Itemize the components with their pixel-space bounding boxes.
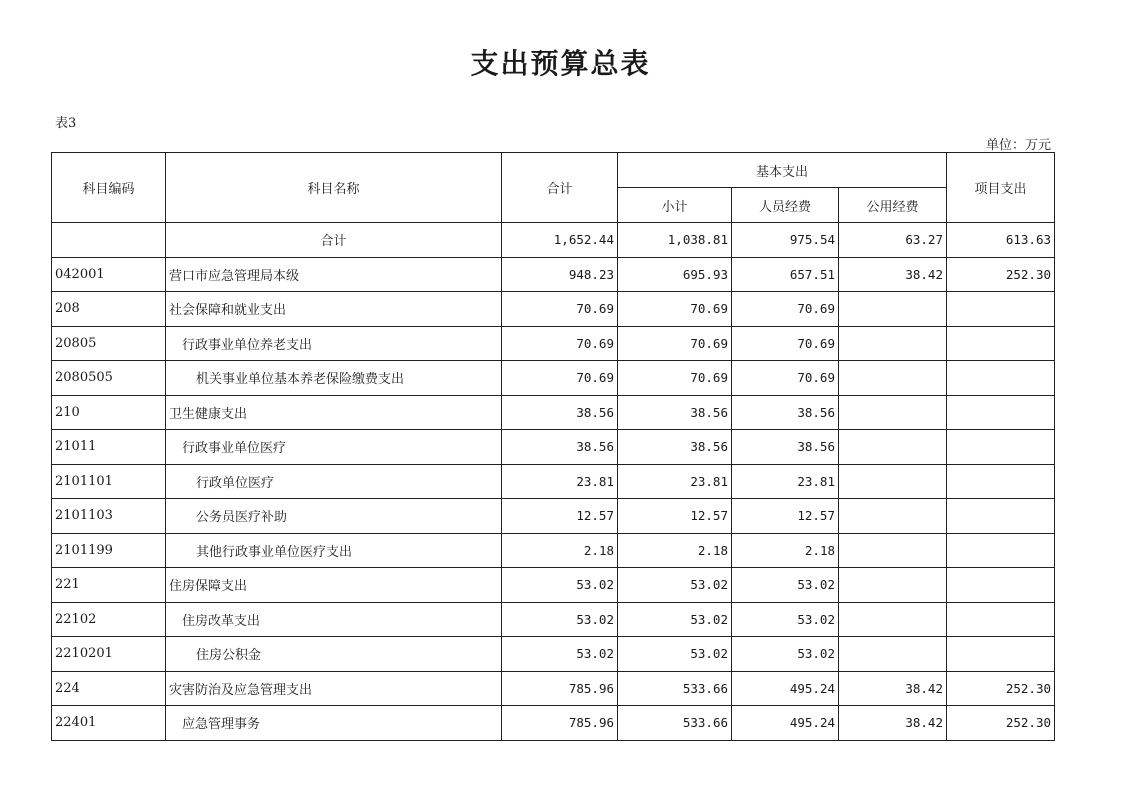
row-project bbox=[947, 568, 1055, 603]
row-subtotal: 38.56 bbox=[618, 430, 732, 465]
row-public bbox=[839, 361, 947, 396]
row-public bbox=[839, 568, 947, 603]
table-row bbox=[52, 292, 1055, 327]
row-code: 2210201 bbox=[52, 637, 166, 672]
row-personnel: 70.69 bbox=[732, 326, 839, 361]
row-code: 2101199 bbox=[52, 533, 166, 568]
row-personnel: 38.56 bbox=[732, 430, 839, 465]
row-name: 社会保障和就业支出 bbox=[166, 292, 502, 327]
row-personnel: 2.18 bbox=[732, 533, 839, 568]
table-row bbox=[52, 568, 1055, 603]
row-project: 613.63 bbox=[947, 223, 1055, 258]
row-code: 2101101 bbox=[52, 464, 166, 499]
row-personnel: 70.69 bbox=[732, 361, 839, 396]
row-personnel: 53.02 bbox=[732, 568, 839, 603]
row-total: 70.69 bbox=[502, 361, 618, 396]
row-public bbox=[839, 602, 947, 637]
row-total: 53.02 bbox=[502, 637, 618, 672]
row-public: 38.42 bbox=[839, 257, 947, 292]
row-total: 23.81 bbox=[502, 464, 618, 499]
header-code: 科目编码 bbox=[52, 153, 166, 223]
header-basic: 基本支出 bbox=[618, 153, 947, 188]
row-code: 2101103 bbox=[52, 499, 166, 534]
row-name: 住房公积金 bbox=[166, 637, 502, 672]
table-row bbox=[52, 326, 1055, 361]
row-name: 行政事业单位医疗 bbox=[166, 430, 502, 465]
row-project bbox=[947, 395, 1055, 430]
row-subtotal: 70.69 bbox=[618, 292, 732, 327]
row-project bbox=[947, 326, 1055, 361]
row-project: 252.30 bbox=[947, 671, 1055, 706]
table-row bbox=[52, 395, 1055, 430]
table-row bbox=[52, 637, 1055, 672]
row-project bbox=[947, 292, 1055, 327]
row-public bbox=[839, 326, 947, 361]
row-name: 应急管理事务 bbox=[166, 706, 502, 741]
header-project: 项目支出 bbox=[947, 153, 1055, 223]
row-total: 70.69 bbox=[502, 292, 618, 327]
row-total: 38.56 bbox=[502, 430, 618, 465]
row-total: 38.56 bbox=[502, 395, 618, 430]
row-name: 住房保障支出 bbox=[166, 568, 502, 603]
header-name: 科目名称 bbox=[166, 153, 502, 223]
row-total: 53.02 bbox=[502, 568, 618, 603]
row-code: 221 bbox=[52, 568, 166, 603]
row-name: 合计 bbox=[166, 223, 502, 258]
table-number: 表3 bbox=[55, 116, 77, 131]
row-subtotal: 53.02 bbox=[618, 637, 732, 672]
row-public bbox=[839, 499, 947, 534]
row-project bbox=[947, 499, 1055, 534]
unit-label: 单位：万元 bbox=[985, 138, 1051, 153]
row-subtotal: 533.66 bbox=[618, 706, 732, 741]
header-subtotal: 小计 bbox=[618, 188, 732, 223]
row-subtotal: 2.18 bbox=[618, 533, 732, 568]
row-personnel: 495.24 bbox=[732, 706, 839, 741]
header-public: 公用经费 bbox=[839, 188, 947, 223]
row-subtotal: 23.81 bbox=[618, 464, 732, 499]
row-personnel: 70.69 bbox=[732, 292, 839, 327]
row-code: 208 bbox=[52, 292, 166, 327]
table-row bbox=[52, 430, 1055, 465]
row-name: 住房改革支出 bbox=[166, 602, 502, 637]
row-personnel: 12.57 bbox=[732, 499, 839, 534]
budget-table bbox=[51, 152, 1055, 741]
row-code: 21011 bbox=[52, 430, 166, 465]
row-name: 公务员医疗补助 bbox=[166, 499, 502, 534]
row-total: 53.02 bbox=[502, 602, 618, 637]
row-total: 785.96 bbox=[502, 671, 618, 706]
row-code: 20805 bbox=[52, 326, 166, 361]
row-personnel: 23.81 bbox=[732, 464, 839, 499]
row-public: 38.42 bbox=[839, 706, 947, 741]
table-row bbox=[52, 533, 1055, 568]
row-personnel: 495.24 bbox=[732, 671, 839, 706]
row-project bbox=[947, 637, 1055, 672]
row-code: 22102 bbox=[52, 602, 166, 637]
table-row bbox=[52, 361, 1055, 396]
row-subtotal: 38.56 bbox=[618, 395, 732, 430]
row-public bbox=[839, 430, 947, 465]
row-total: 785.96 bbox=[502, 706, 618, 741]
row-public: 38.42 bbox=[839, 671, 947, 706]
row-total: 70.69 bbox=[502, 326, 618, 361]
table-row bbox=[52, 464, 1055, 499]
row-personnel: 38.56 bbox=[732, 395, 839, 430]
table-row bbox=[52, 671, 1055, 706]
row-code: 210 bbox=[52, 395, 166, 430]
row-name: 灾害防治及应急管理支出 bbox=[166, 671, 502, 706]
header-total: 合计 bbox=[502, 153, 618, 223]
row-total: 12.57 bbox=[502, 499, 618, 534]
row-personnel: 53.02 bbox=[732, 602, 839, 637]
row-project: 252.30 bbox=[947, 706, 1055, 741]
row-personnel: 657.51 bbox=[732, 257, 839, 292]
row-name: 行政事业单位养老支出 bbox=[166, 326, 502, 361]
row-total: 2.18 bbox=[502, 533, 618, 568]
table-row bbox=[52, 257, 1055, 292]
row-subtotal: 1,038.81 bbox=[618, 223, 732, 258]
row-code bbox=[52, 223, 166, 258]
row-subtotal: 695.93 bbox=[618, 257, 732, 292]
row-total: 948.23 bbox=[502, 257, 618, 292]
row-name: 行政单位医疗 bbox=[166, 464, 502, 499]
row-subtotal: 53.02 bbox=[618, 602, 732, 637]
row-name: 营口市应急管理局本级 bbox=[166, 257, 502, 292]
row-project bbox=[947, 533, 1055, 568]
row-total: 1,652.44 bbox=[502, 223, 618, 258]
row-personnel: 975.54 bbox=[732, 223, 839, 258]
table-row bbox=[52, 602, 1055, 637]
row-public bbox=[839, 292, 947, 327]
row-name: 卫生健康支出 bbox=[166, 395, 502, 430]
row-public bbox=[839, 637, 947, 672]
row-personnel: 53.02 bbox=[732, 637, 839, 672]
row-name: 机关事业单位基本养老保险缴费支出 bbox=[166, 361, 502, 396]
row-name: 其他行政事业单位医疗支出 bbox=[166, 533, 502, 568]
row-public bbox=[839, 533, 947, 568]
row-subtotal: 53.02 bbox=[618, 568, 732, 603]
table-row-total bbox=[52, 223, 1055, 258]
row-public: 63.27 bbox=[839, 223, 947, 258]
row-code: 042001 bbox=[52, 257, 166, 292]
page-title: 支出预算总表 bbox=[470, 47, 651, 80]
row-public bbox=[839, 395, 947, 430]
row-project bbox=[947, 464, 1055, 499]
row-project bbox=[947, 361, 1055, 396]
row-code: 224 bbox=[52, 671, 166, 706]
row-project bbox=[947, 430, 1055, 465]
row-public bbox=[839, 464, 947, 499]
row-project: 252.30 bbox=[947, 257, 1055, 292]
row-subtotal: 12.57 bbox=[618, 499, 732, 534]
row-code: 2080505 bbox=[52, 361, 166, 396]
row-code: 22401 bbox=[52, 706, 166, 741]
row-subtotal: 533.66 bbox=[618, 671, 732, 706]
row-project bbox=[947, 602, 1055, 637]
header-personnel: 人员经费 bbox=[732, 188, 839, 223]
row-subtotal: 70.69 bbox=[618, 326, 732, 361]
table-row bbox=[52, 499, 1055, 534]
row-subtotal: 70.69 bbox=[618, 361, 732, 396]
table-row bbox=[52, 706, 1055, 741]
